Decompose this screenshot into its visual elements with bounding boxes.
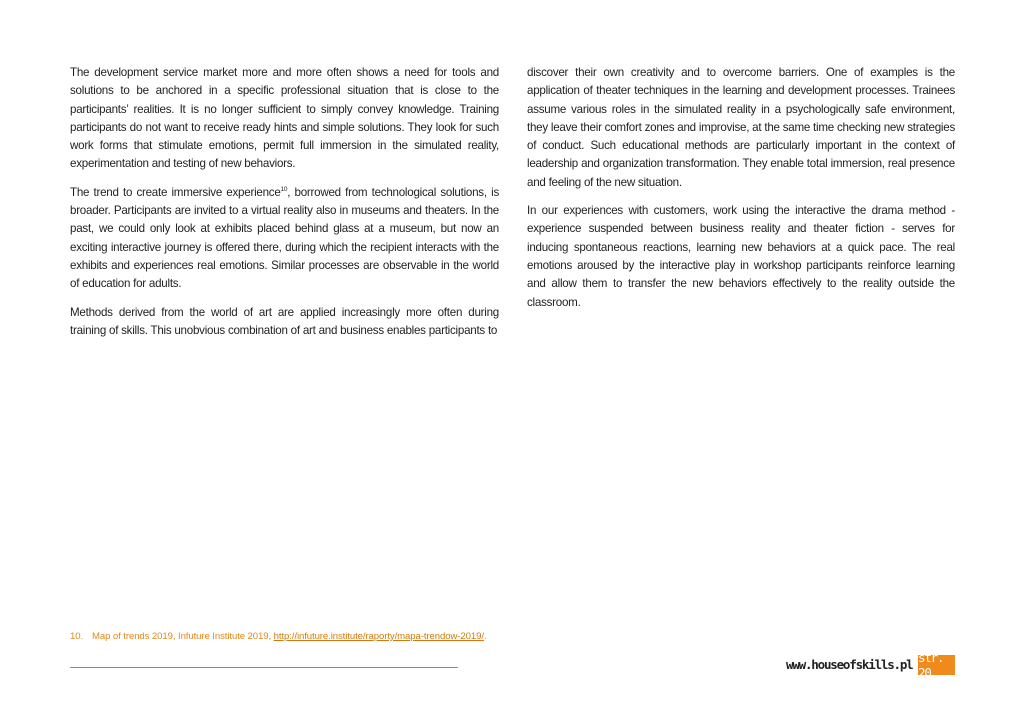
footnote-number: 10. xyxy=(70,631,84,642)
footnote-link[interactable]: http://infuture.institute/raporty/mapa-trendow-2019/ xyxy=(273,631,484,642)
footnote-reference[interactable]: 10 xyxy=(280,185,288,193)
website-link[interactable]: www.houseofskills.pl xyxy=(786,657,913,672)
paragraph-text: The trend to create immersive experience xyxy=(70,185,281,199)
paragraph-text: , borrowed from technological solutions, is broader. Participants are invited to a virtual reality also in museums and theaters. In the past, we could only look at exhibits placed behind glass at a museum, but now an exciting interactive journey is offered there, during which the recipient interacts with the exhibits and experiences real emotions. Similar processes are observable in the world of education for adults. xyxy=(70,185,499,291)
page-number-badge: str. 20 xyxy=(918,655,955,675)
body-paragraph: In our experiences with customers, work using the interactive the drama method - experience suspended between business reality and theater fiction - serves for inducing spontaneous reactions, learning new behaviors at a quick pace. The real emotions aroused by the interactive play in workshop participants reinforce learning and allow them to transfer the new behaviors effectively to the reality outside the classroom. xyxy=(527,204,955,309)
footnote xyxy=(70,631,550,642)
right-column xyxy=(527,64,955,322)
body-paragraph: The development service market more and more often shows a need for tools and solutions to be anchored in a specific professional situation that is close to the participants’ realities. It is no longer sufficient to simply convey knowledge. Training participants do not want to receive ready hints and simple solutions. They look for such work forms that stimulate emotions, permit full immersion in the simulated reality, experimentation and testing of new behaviors. xyxy=(70,66,499,171)
footer-divider xyxy=(70,667,458,668)
body-paragraph: Methods derived from the world of art are applied increasingly more often during training of skills. This unobvious combination of art and business enables participants to xyxy=(70,305,499,337)
body-paragraph xyxy=(70,184,499,294)
footnote-end: . xyxy=(483,631,487,642)
left-column xyxy=(70,64,499,350)
footnote-text: Map of trends 2019, Infuture Institute 2019, xyxy=(92,631,274,642)
body-paragraph: discover their own creativity and to overcome barriers. One of examples is the application of theater techniques in the learning and development processes. Trainees assume various roles in the simulated reality in a psychologically safe environment, they leave their comfort zones and improvise, at the same time checking new strategies of conduct. Such educational methods are particularly important in the context of leadership and organization transformation. They enable total immersion, real presence and feeling of the new situation. xyxy=(527,66,955,189)
